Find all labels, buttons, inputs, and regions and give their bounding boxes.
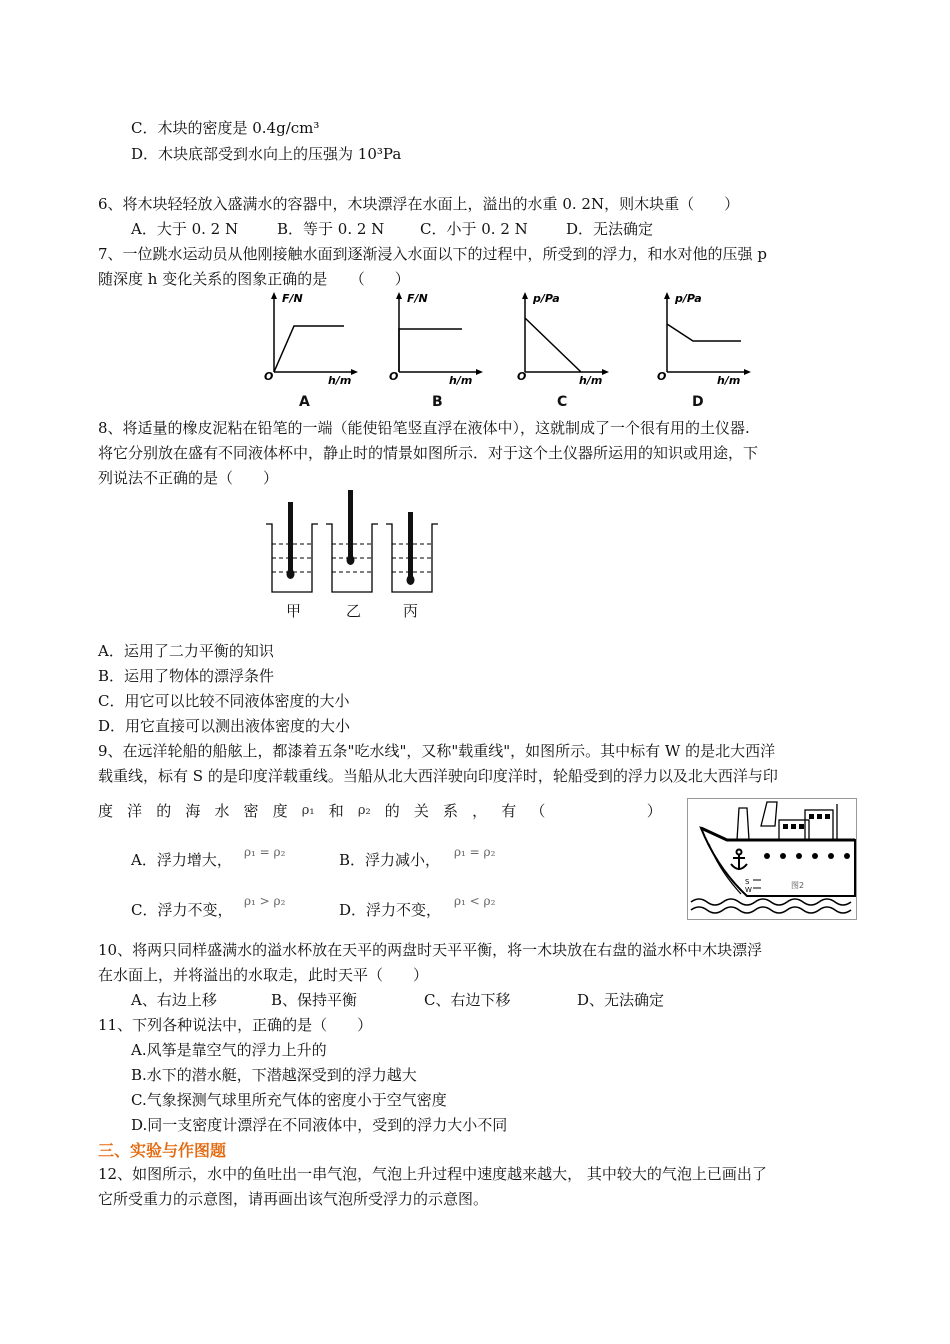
cup-bing xyxy=(386,512,438,592)
q5-option-d: D．木块底部受到水向上的压强为 10³Pa xyxy=(131,145,402,163)
q9-option-c-relation: ρ₁ > ρ₂ xyxy=(244,894,286,908)
cup-label-yi: 乙 xyxy=(346,602,362,620)
q7-graph-a-letter: A xyxy=(299,394,310,410)
q7-graph-d-xlabel: h/m xyxy=(717,374,741,387)
cup-yi xyxy=(326,490,378,592)
q8-hydrometer-figure xyxy=(262,486,442,600)
q9-option-c: C．浮力不变， xyxy=(131,901,233,919)
q7-graph-c-letter: C xyxy=(557,394,568,410)
q5-option-c: C．木块的密度是 0.4g/cm³ xyxy=(131,119,320,137)
q8-stem-line2: 将它分别放在盛有不同液体杯中，静止时的情景如图所示．对于这个土仪器所运用的知识或用途，下 xyxy=(98,444,759,462)
q7-graph-a-xlabel: h/m xyxy=(328,374,352,387)
q9-option-a-relation: ρ₁ = ρ₂ xyxy=(244,845,286,859)
q7-graph-a xyxy=(262,290,362,388)
rho1-symbol: ρ₁ xyxy=(301,803,315,818)
q7-graph-d-ylabel: p/Pa xyxy=(675,292,702,305)
q9-option-d-relation: ρ₁ < ρ₂ xyxy=(454,894,496,908)
cup-label-bing: 丙 xyxy=(403,602,419,620)
q7-graph-a-ylabel: F/N xyxy=(282,292,303,305)
q11-option-d: D.同一支密度计漂浮在不同液体中，受到的浮力大小不同 xyxy=(131,1116,508,1134)
q6-stem: 6、将木块轻轻放入盛满水的容器中，木块漂浮在水面上，溢出的水重 0. 2N，则木块重（ ） xyxy=(98,195,740,213)
q11-stem: 11、下列各种说法中，正确的是（ ） xyxy=(98,1016,373,1034)
q7-stem-line2: 随深度 h 变化关系的图象正确的是 （ ） xyxy=(98,270,410,288)
q7-graph-d-origin: O xyxy=(657,370,667,383)
q9-option-d: D．浮力不变， xyxy=(339,901,442,919)
q6-option-c: C．小于 0. 2 N xyxy=(420,220,528,238)
q10-option-d: D、无法确定 xyxy=(577,991,665,1009)
q7-graph-b-origin: O xyxy=(389,370,399,383)
q9-stem-line1: 9、在远洋轮船的船舷上，都漆着五条"吃水线"，又称"载重线"，如图所示。其中标有 W 的是北大西洋 xyxy=(98,742,776,760)
q8-option-b: B．运用了物体的漂浮条件 xyxy=(98,667,275,685)
cup-label-jia: 甲 xyxy=(286,602,302,620)
q11-option-c: C.气象探测气球里所充气体的密度小于空气密度 xyxy=(131,1091,447,1109)
q8-option-c: C．用它可以比较不同液体密度的大小 xyxy=(98,692,350,710)
q8-stem-line3: 列说法不正确的是（ ） xyxy=(98,469,279,487)
q6-option-a: A．大于 0. 2 N xyxy=(131,220,239,238)
q8-option-a: A．运用了二力平衡的知识 xyxy=(98,642,274,660)
q11-option-a: A.风筝是靠空气的浮力上升的 xyxy=(131,1041,327,1059)
ship-figure-label: 图2 xyxy=(791,881,805,890)
q9-stem-line2: 载重线，标有 S 的是印度洋载重线。当船从北大西洋驶向印度洋时，轮船受到的浮力以及北大西洋与印 xyxy=(98,767,778,785)
q11-option-b: B.水下的潜水艇，下潜越深受到的浮力越大 xyxy=(131,1066,417,1084)
q12-stem-line2: 它所受重力的示意图，请再画出该气泡所受浮力的示意图。 xyxy=(98,1190,489,1208)
q9-ship-figure xyxy=(687,798,857,920)
q10-option-b: B、保持平衡 xyxy=(271,991,358,1009)
q10-stem-line1: 10、将两只同样盛满水的溢水杯放在天平的两盘时天平平衡，将一木块放在右盘的溢水杯中木块漂浮 xyxy=(98,941,763,959)
q8-option-d: D．用它直接可以测出液体密度的大小 xyxy=(98,717,351,735)
section-title: 三、实验与作图题 xyxy=(98,1141,227,1160)
q7-graph-b xyxy=(387,290,487,388)
q10-option-a: A、右边上移 xyxy=(131,991,217,1009)
q6-option-b: B．等于 0. 2 N xyxy=(277,220,385,238)
q7-graph-c-ylabel: p/Pa xyxy=(533,292,560,305)
q7-graph-c-origin: O xyxy=(517,370,527,383)
q9-stem-line3: 度 洋 的 海 水 密 度 ρ₁ 和 ρ₂ 的 关 系 ， 有 （ ） xyxy=(98,802,662,820)
q9-option-a: A．浮力增大， xyxy=(131,851,232,869)
q10-stem-line2: 在水面上，并将溢出的水取走，此时天平（ ） xyxy=(98,966,429,984)
cup-jia xyxy=(266,502,318,592)
q7-graph-a-origin: O xyxy=(264,370,274,383)
q12-stem-line1: 12、如图所示，水中的鱼吐出一串气泡，气泡上升过程中速度越来越大， 其中较大的气泡上已画出了 xyxy=(98,1165,767,1183)
q9-option-b-relation: ρ₁ = ρ₂ xyxy=(454,845,496,859)
ship-mark-w: W xyxy=(745,886,752,894)
q7-graph-b-letter: B xyxy=(432,394,443,410)
q7-graph-d xyxy=(655,290,755,388)
q6-option-d: D．无法确定 xyxy=(566,220,654,238)
q7-graph-c-xlabel: h/m xyxy=(579,374,603,387)
q7-graph-c xyxy=(513,290,613,388)
q8-stem-line1: 8、将适量的橡皮泥粘在铅笔的一端（能使铅笔竖直浮在液体中），这就制成了一个很有用的土仪器. xyxy=(98,419,750,437)
q7-graph-d-letter: D xyxy=(692,394,704,410)
q7-stem-line1: 7、一位跳水运动员从他刚接触水面到逐渐浸入水面以下的过程中，所受到的浮力，和水对他的压强 p xyxy=(98,245,767,263)
rho2-symbol: ρ₂ xyxy=(357,803,371,818)
ship-mark-s: S xyxy=(745,878,750,886)
q9-option-b: B．浮力减小， xyxy=(339,851,441,869)
q7-graph-b-ylabel: F/N xyxy=(407,292,428,305)
q7-graph-b-xlabel: h/m xyxy=(449,374,473,387)
q10-option-c: C、右边下移 xyxy=(424,991,511,1009)
